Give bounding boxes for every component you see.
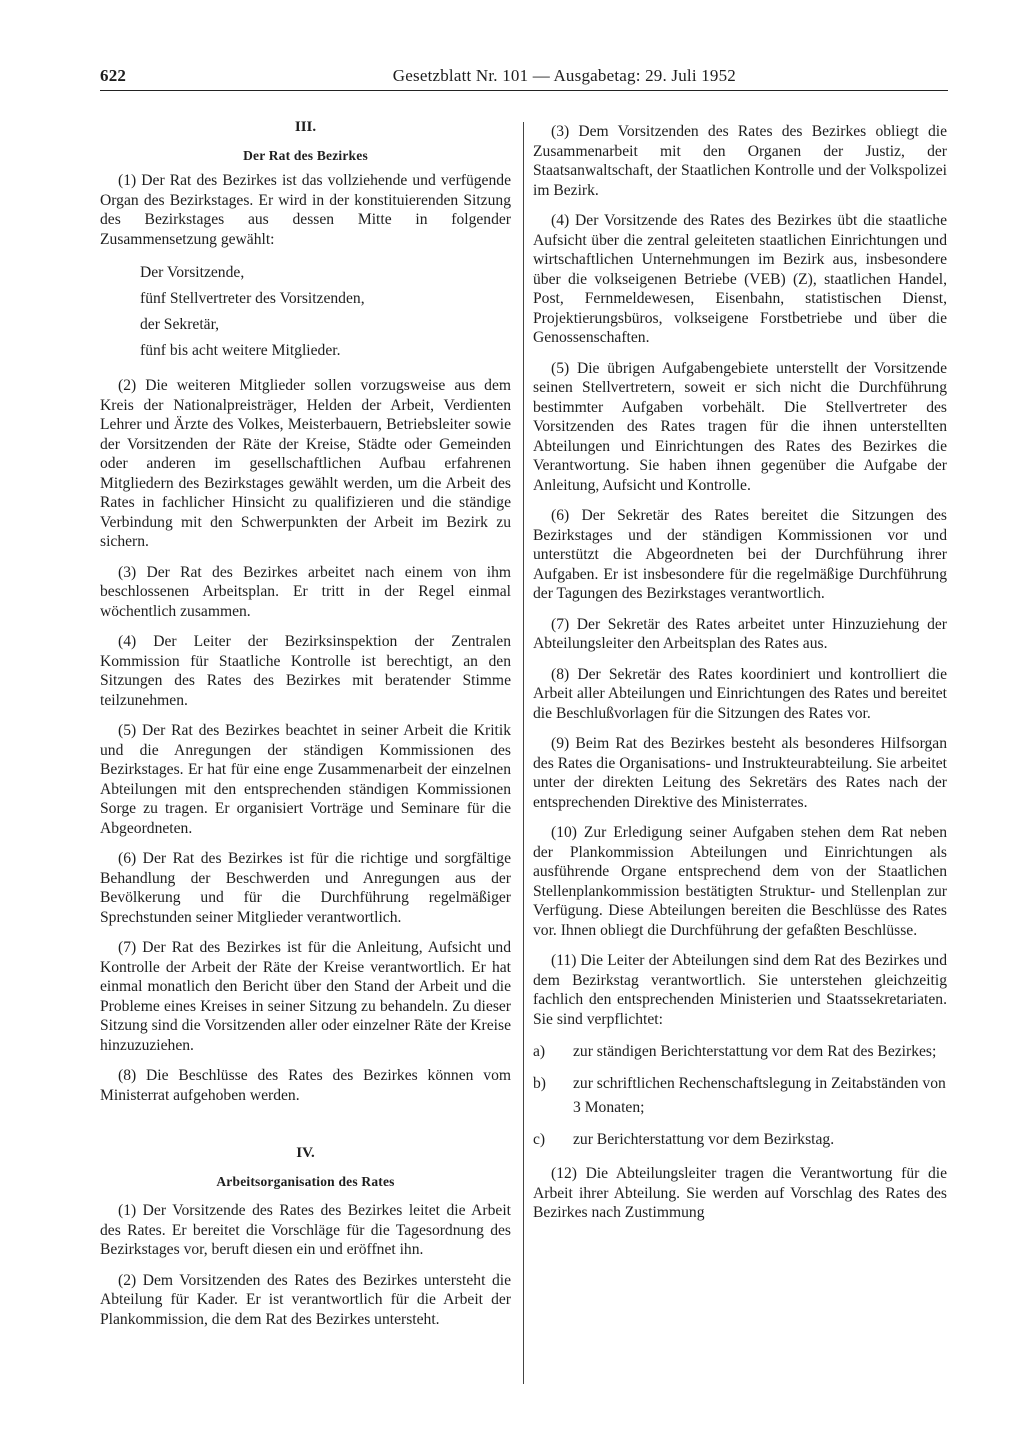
section-iv-title: Arbeitsorganisation des Rates [216,1173,395,1189]
list-item-text: zur Berichterstattung vor dem Bezirkstag. [573,1131,835,1148]
section-iii-title: Der Rat des Bezirkes [243,147,368,163]
paragraph-iv-9: (9) Beim Rat des Bezirkes besteht als besonderes Hilfsorgan des Rates die Organisations- und Instrukteurabteilung. Sie arbeitet unter der direkten Leitung des Sekretärs des Rates nach der entsprechenden Direktive des Ministerrates. [533,735,947,811]
council-members-list [140,260,511,364]
member-item: fünf bis acht weitere Mitglieder. [140,342,341,359]
paragraph-iv-7: (7) Der Sekretär des Rates arbeitet unter Hinzuziehung der Abteilungsleiter den Arbeitsplan des Rates aus. [533,615,947,652]
list-item-label: b) [533,1075,546,1092]
list-item-text: zur schriftlichen Rechenschaftslegung in Zeitabständen von 3 Monaten; [573,1075,946,1116]
obligations-list [533,1040,947,1152]
paragraph-iii-4: (4) Der Leiter der Bezirksinspektion der Zentralen Kommission für Staatliche Kontrolle ist berechtigt, an den Sitzungen des Rates des Bezirkes mit beratender Stimme teilzunehmen. [100,633,511,709]
gazette-title: Gesetzblatt Nr. 101 — Ausgabetag: 29. Juli 1952 [392,66,736,85]
list-item-label: a) [533,1043,546,1060]
paragraph-iv-2: (2) Dem Vorsitzenden des Rates des Bezirkes untersteht die Abteilung für Kader. Er ist verantwortlich für die Arbeit der Plankommission, die dem Rat des Bezirkes untersteht. [100,1271,511,1328]
page-number: 622 [100,66,127,85]
section-iv-number: IV. [296,1145,315,1161]
paragraph-iv-8: (8) Der Sekretär des Rates koordiniert und kontrolliert die Arbeit aller Abteilungen und Einrichtungen des Rates und bereitet die Beschlußvorlagen für die Sitzungen des Rates vor. [533,665,947,722]
page-header [100,60,948,91]
paragraph-iii-3: (3) Der Rat des Bezirkes arbeitet nach einem von ihm beschlossenen Arbeitsplan. Er tritt in der Regel einmal wöchentlich zusammen. [100,563,511,620]
paragraph-iv-12: (12) Die Abteilungsleiter tragen die Verantwortung für die Arbeit ihrer Abteilung. Sie werden auf Vorschlag des Rates des Bezirkes nach Zustimmung [533,1165,947,1221]
paragraph-iii-6: (6) Der Rat des Bezirkes ist für die richtige und sorgfältige Behandlung der Beschwerden und Anregungen aus der Bevölkerung und für die Durchführung regelmäßiger Sprechstunden seiner Mitglieder verantwortlich. [100,850,511,926]
member-item: der Sekretär, [140,316,220,333]
list-item-text: zur ständigen Berichterstattung vor dem Rat des Bezirkes; [573,1043,937,1060]
column-divider [523,122,524,1384]
paragraph-iii-5: (5) Der Rat des Bezirkes beachtet in seiner Arbeit die Kritik und die Anregungen der ständigen Kommissionen des Bezirkstages. Er hat für eine enge Zusammenarbeit der einzelnen Abteilungen mit den entsprechenden ständigen Kommissionen Sorge zu tragen. Er organisiert Vorträge und Seminare für die Abgeordneten. [100,722,511,837]
paragraph-iv-10: (10) Zur Erledigung seiner Aufgaben stehen dem Rat neben der Plankommission Abteilungen und Einrichtungen als ausführende Organe entsprechend dem von der Staatlichen Stellenplankommission bestätigten Struktur- und Stellenplan zur Verfügung. Diese Abteilungen bereiten die Beschlüsse des Rates vor. Ihnen obliegt die Durchführung der gefaßten Beschlüsse. [533,824,947,939]
paragraph-iv-6: (6) Der Sekretär des Rates bereitet die Sitzungen des Bezirkstages und der ständigen Kommissionen vor und unterstützt die Abgeordneten bei der Durchführung ihrer Aufgaben. Er ist insbesondere für die regelmäßige Durchführung der Tagungen des Bezirkstages verantwortlich. [533,507,947,602]
paragraph-iv-3: (3) Dem Vorsitzenden des Rates des Bezirkes obliegt die Zusammenarbeit mit den Organen der Justiz, der Staatsanwaltschaft, der Staatlichen Kontrolle und der Volkspolizei im Bezirk. [533,123,947,199]
paragraph-iii-1: (1) Der Rat des Bezirkes ist das vollziehende und verfügende Organ des Bezirkstages. Er wird in der konstituierenden Sitzung des Bezirkstages aus dessen Mitte in folgender Zusammensetzung gewählt: [100,172,511,248]
right-column [533,122,947,1234]
paragraph-iv-1: (1) Der Vorsitzende des Rates des Bezirkes leitet die Arbeit des Rates. Er bereitet die Vorschläge für die Tagesordnung des Bezirkstages vor, beruft diesen ein und eröffnet ihn. [100,1202,511,1258]
paragraph-iii-8: (8) Die Beschlüsse des Rates des Bezirkes können vom Ministerrat aufgehoben werden. [100,1067,511,1104]
list-item [533,1072,947,1120]
member-item: fünf Stellvertreter des Vorsitzenden, [140,290,365,307]
paragraph-iii-2: (2) Die weiteren Mitglieder sollen vorzugsweise aus dem Kreis der Nationalpreisträger, Helden der Arbeit, Verdienten Lehrer und Ärzte des Volkes, Meisterbauern, Betriebsleiter sowie der Vorsitzenden der Räte der Kreise, Städte oder Gemeinden oder anderen im gesellschaftlichen Aufbau erfahrenen Mitgliedern des Bezirkstages gewählt werden, um die Arbeit des Rates in fachlicher Hinsicht zu qualifizieren und die ständige Verbindung mit den Schwerpunkten der Arbeit im Bezirk zu sichern. [100,377,511,550]
paragraph-iii-7: (7) Der Rat des Bezirkes ist für die Anleitung, Aufsicht und Kontrolle der Arbeit der Räte der Kreise verantwortlich. Er hat einmal monatlich den Bericht über den Stand der Arbeit und die Probleme eines Kreises in seiner Sitzung zu behandeln. Zu dieser Sitzung sind die Vorsitzenden aller oder einzelner Räte der Kreise hinzuzuziehen. [100,939,511,1054]
list-item [533,1040,947,1064]
left-column [100,118,511,1340]
section-gap [100,1116,511,1144]
member-item: Der Vorsitzende, [140,264,245,281]
list-item [533,1128,947,1152]
paragraph-iv-4: (4) Der Vorsitzende des Rates des Bezirkes übt die staatliche Aufsicht über die zentral geleiteten staatlichen Einrichtungen und wirtschaftlichen Unternehmungen im Bezirk aus, insbesondere über die volkseigenen Betriebe (VEB) (Z), staatlichen Handel, Post, Fernmeldewesen, Eisenbahn, statistischen Dienst, Projektierungsbüros, volkseigene Forstbetriebe und über die Genossenschaften. [533,212,947,346]
list-item-label: c) [533,1131,546,1148]
paragraph-iv-11: (11) Die Leiter der Abteilungen sind dem Rat des Bezirkes und dem Bezirkstag verantwortlich. Sie unterstehen gleichzeitig fachlich den entsprechenden Ministerien und Staatssekretariaten. Sie sind verpflichtet: [533,952,947,1028]
section-iii-number: III. [294,119,317,135]
paragraph-iv-5: (5) Die übrigen Aufgabengebiete unterstellt der Vorsitzende seinen Stellvertretern, soweit er sich nicht die Durchführung bestimmter Aufgaben vorbehält. Die Stellvertreter des Vorsitzenden des Rates tragen für die ihnen unterstellten Abteilungen und Einrichtungen des Rates des Bezirkes die Verantwortung. Sie haben ihnen gegenüber die Aufgabe der Anleitung, Aufsicht und Kontrolle. [533,359,947,494]
